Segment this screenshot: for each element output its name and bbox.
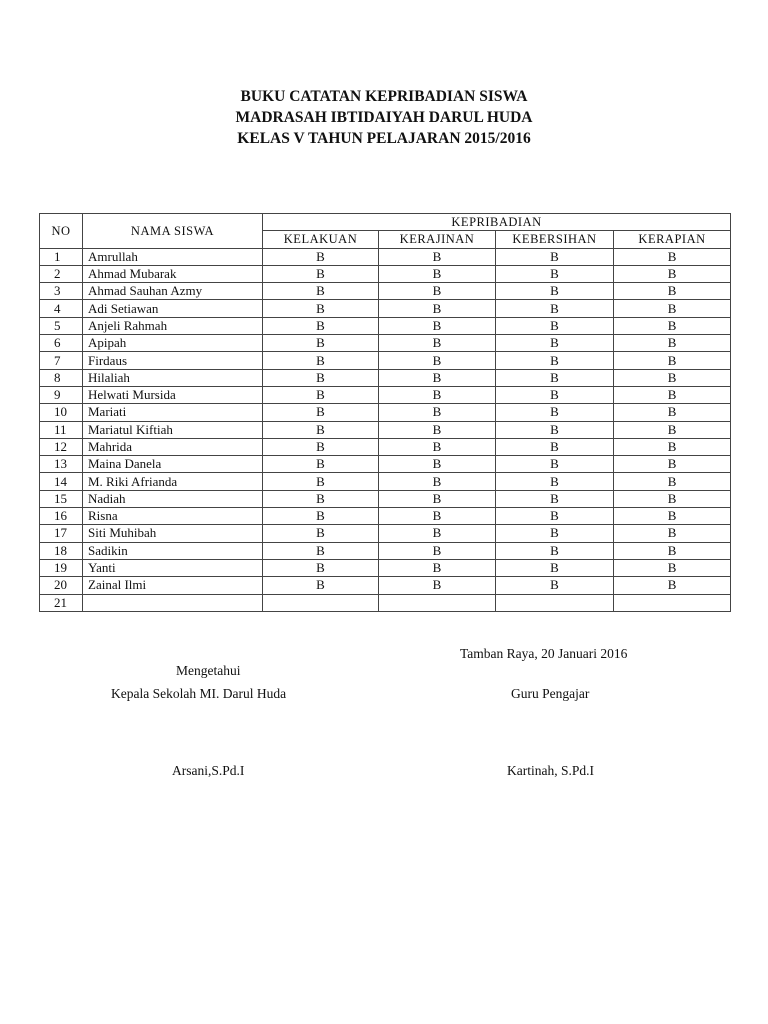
table-header-row	[40, 214, 731, 231]
table-row	[40, 525, 731, 542]
cell-kerapian: B	[614, 490, 731, 507]
table-row	[40, 283, 731, 300]
cell-no: 21	[40, 594, 83, 611]
cell-kelakuan	[263, 594, 379, 611]
cell-kerajinan: B	[379, 352, 496, 369]
cell-kebersihan: B	[496, 352, 614, 369]
place-date: Tamban Raya, 20 Januari 2016	[460, 646, 628, 661]
left-signatory-name: Arsani,S.Pd.I	[172, 763, 245, 778]
cell-no: 11	[40, 421, 83, 438]
cell-kerajinan: B	[379, 421, 496, 438]
title-line-1: BUKU CATATAN KEPRIBADIAN SISWA	[240, 88, 528, 105]
cell-kelakuan: B	[263, 438, 379, 455]
cell-kerapian: B	[614, 248, 731, 265]
title-line-2: MADRASAH IBTIDAIYAH DARUL HUDA	[235, 109, 533, 126]
cell-kebersihan: B	[496, 456, 614, 473]
title-line-3: KELAS V TAHUN PELAJARAN 2015/2016	[237, 130, 531, 147]
cell-kerajinan: B	[379, 508, 496, 525]
cell-kerajinan: B	[379, 490, 496, 507]
cell-no: 1	[40, 248, 83, 265]
table-row	[40, 508, 731, 525]
header-kerajinan: KERAJINAN	[379, 231, 496, 248]
table-row	[40, 490, 731, 507]
cell-no: 4	[40, 300, 83, 317]
cell-kelakuan: B	[263, 352, 379, 369]
document-title	[0, 86, 768, 149]
cell-kerapian: B	[614, 421, 731, 438]
cell-kelakuan: B	[263, 317, 379, 334]
cell-kelakuan: B	[263, 456, 379, 473]
cell-kerajinan: B	[379, 404, 496, 421]
cell-no: 19	[40, 559, 83, 576]
table-row	[40, 438, 731, 455]
cell-kebersihan: B	[496, 335, 614, 352]
cell-no: 8	[40, 369, 83, 386]
cell-no: 13	[40, 456, 83, 473]
cell-kebersihan: B	[496, 248, 614, 265]
cell-kerajinan: B	[379, 335, 496, 352]
cell-kelakuan: B	[263, 542, 379, 559]
cell-student-name: Adi Setiawan	[83, 300, 263, 317]
cell-kebersihan: B	[496, 490, 614, 507]
cell-kerajinan: B	[379, 438, 496, 455]
cell-kerajinan: B	[379, 317, 496, 334]
cell-kebersihan: B	[496, 300, 614, 317]
cell-student-name: Hilaliah	[83, 369, 263, 386]
table-row	[40, 386, 731, 403]
cell-student-name: Apipah	[83, 335, 263, 352]
table-body	[40, 248, 731, 611]
cell-kerajinan: B	[379, 300, 496, 317]
table-row	[40, 300, 731, 317]
cell-kebersihan: B	[496, 438, 614, 455]
cell-kerapian: B	[614, 335, 731, 352]
cell-no: 14	[40, 473, 83, 490]
cell-kerajinan: B	[379, 542, 496, 559]
cell-no: 18	[40, 542, 83, 559]
header-kerapian: KERAPIAN	[614, 231, 731, 248]
cell-student-name: Sadikin	[83, 542, 263, 559]
cell-kerajinan: B	[379, 386, 496, 403]
cell-no: 9	[40, 386, 83, 403]
cell-kebersihan	[496, 594, 614, 611]
table-row	[40, 352, 731, 369]
cell-student-name: Yanti	[83, 559, 263, 576]
cell-kerapian: B	[614, 317, 731, 334]
right-signatory-name: Kartinah, S.Pd.I	[507, 763, 594, 778]
cell-kelakuan: B	[263, 490, 379, 507]
cell-kelakuan: B	[263, 386, 379, 403]
cell-kerapian: B	[614, 283, 731, 300]
cell-kerajinan: B	[379, 248, 496, 265]
left-caption-kepala-sekolah: Kepala Sekolah MI. Darul Huda	[111, 686, 287, 701]
cell-kebersihan: B	[496, 369, 614, 386]
personality-table	[39, 213, 731, 612]
header-kepribadian: KEPRIBADIAN	[263, 214, 731, 231]
cell-student-name: Risna	[83, 508, 263, 525]
cell-student-name: Mariati	[83, 404, 263, 421]
cell-student-name: Nadiah	[83, 490, 263, 507]
header-kebersihan: KEBERSIHAN	[496, 231, 614, 248]
cell-kelakuan: B	[263, 248, 379, 265]
cell-kelakuan: B	[263, 283, 379, 300]
cell-kerapian: B	[614, 369, 731, 386]
cell-kebersihan: B	[496, 473, 614, 490]
cell-kerajinan	[379, 594, 496, 611]
table-row	[40, 335, 731, 352]
cell-no: 12	[40, 438, 83, 455]
table-row	[40, 473, 731, 490]
cell-student-name: Anjeli Rahmah	[83, 317, 263, 334]
cell-no: 15	[40, 490, 83, 507]
cell-kebersihan: B	[496, 386, 614, 403]
cell-kebersihan: B	[496, 283, 614, 300]
cell-kerajinan: B	[379, 577, 496, 594]
table-row	[40, 265, 731, 282]
table-row	[40, 542, 731, 559]
cell-kebersihan: B	[496, 577, 614, 594]
cell-kelakuan: B	[263, 421, 379, 438]
cell-kelakuan: B	[263, 404, 379, 421]
cell-kebersihan: B	[496, 542, 614, 559]
table-row	[40, 559, 731, 576]
cell-student-name: Maina Danela	[83, 456, 263, 473]
cell-kelakuan: B	[263, 335, 379, 352]
cell-no: 6	[40, 335, 83, 352]
table-row	[40, 594, 731, 611]
right-caption-guru: Guru Pengajar	[511, 686, 590, 701]
cell-student-name: M. Riki Afrianda	[83, 473, 263, 490]
cell-kerapian: B	[614, 525, 731, 542]
cell-kerapian: B	[614, 473, 731, 490]
table-row	[40, 456, 731, 473]
cell-kelakuan: B	[263, 525, 379, 542]
cell-kerapian: B	[614, 352, 731, 369]
cell-kerajinan: B	[379, 283, 496, 300]
cell-kebersihan: B	[496, 421, 614, 438]
table-row	[40, 369, 731, 386]
cell-student-name: Firdaus	[83, 352, 263, 369]
cell-kerapian: B	[614, 456, 731, 473]
cell-kelakuan: B	[263, 300, 379, 317]
cell-kelakuan: B	[263, 369, 379, 386]
cell-no: 10	[40, 404, 83, 421]
cell-student-name: Helwati Mursida	[83, 386, 263, 403]
cell-kerapian: B	[614, 542, 731, 559]
cell-kerapian	[614, 594, 731, 611]
cell-no: 3	[40, 283, 83, 300]
cell-no: 5	[40, 317, 83, 334]
cell-kerajinan: B	[379, 473, 496, 490]
cell-no: 17	[40, 525, 83, 542]
cell-student-name: Mahrida	[83, 438, 263, 455]
cell-kerajinan: B	[379, 525, 496, 542]
cell-no: 20	[40, 577, 83, 594]
cell-kerapian: B	[614, 300, 731, 317]
cell-student-name: Ahmad Mubarak	[83, 265, 263, 282]
cell-no: 16	[40, 508, 83, 525]
cell-kerapian: B	[614, 404, 731, 421]
table-row	[40, 577, 731, 594]
cell-no: 2	[40, 265, 83, 282]
cell-kelakuan: B	[263, 508, 379, 525]
cell-kerapian: B	[614, 265, 731, 282]
cell-student-name: Ahmad Sauhan Azmy	[83, 283, 263, 300]
cell-kebersihan: B	[496, 525, 614, 542]
cell-student-name: Mariatul Kiftiah	[83, 421, 263, 438]
header-kelakuan: KELAKUAN	[263, 231, 379, 248]
header-no: NO	[40, 214, 83, 249]
cell-kebersihan: B	[496, 317, 614, 334]
header-name: NAMA SISWA	[83, 214, 263, 249]
cell-kebersihan: B	[496, 265, 614, 282]
cell-kelakuan: B	[263, 577, 379, 594]
table-row	[40, 404, 731, 421]
cell-kelakuan: B	[263, 473, 379, 490]
cell-kelakuan: B	[263, 559, 379, 576]
cell-kerajinan: B	[379, 559, 496, 576]
cell-no: 7	[40, 352, 83, 369]
cell-kelakuan: B	[263, 265, 379, 282]
cell-kerapian: B	[614, 559, 731, 576]
cell-kebersihan: B	[496, 404, 614, 421]
cell-kerapian: B	[614, 438, 731, 455]
cell-kerajinan: B	[379, 265, 496, 282]
table-row	[40, 421, 731, 438]
cell-kerapian: B	[614, 577, 731, 594]
cell-kerapian: B	[614, 386, 731, 403]
cell-student-name: Amrullah	[83, 248, 263, 265]
cell-student-name: Zainal Ilmi	[83, 577, 263, 594]
cell-student-name: Siti Muhibah	[83, 525, 263, 542]
cell-student-name	[83, 594, 263, 611]
cell-kebersihan: B	[496, 559, 614, 576]
cell-kerajinan: B	[379, 369, 496, 386]
cell-kerapian: B	[614, 508, 731, 525]
cell-kebersihan: B	[496, 508, 614, 525]
cell-kerajinan: B	[379, 456, 496, 473]
table-row	[40, 248, 731, 265]
table-row	[40, 317, 731, 334]
left-caption-mengetahui: Mengetahui	[176, 663, 241, 678]
